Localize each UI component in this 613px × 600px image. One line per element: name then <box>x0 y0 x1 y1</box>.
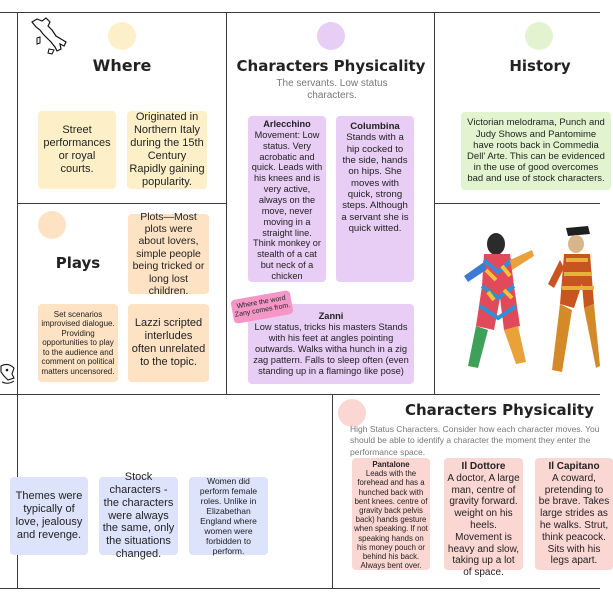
capitano-name: Il Capitano <box>548 461 600 472</box>
pantalone-text: Leads with the forehead and has a hunched back with bent knees. centre of gravity back pelvis back) hands gesture when speaking. If not speaking hands on his money pouch or behind his back. Always bent over. <box>354 469 428 571</box>
pantalone-note <box>352 458 430 570</box>
servants-decor-circle <box>317 22 345 50</box>
zanni-text: Low status, tricks his masters Stands with his feet at angles pointing outwards. Walks witha hunch in a zig zag pattern. Falls to sleep often (even standing up in a flamingo like pose) <box>253 322 409 376</box>
capitano-note <box>535 458 613 570</box>
servants-subtitle: The servants. Low status characters. <box>276 78 388 101</box>
women-note <box>189 477 268 555</box>
where-note-origin <box>127 111 207 189</box>
divider-col1-col2 <box>226 12 227 394</box>
divider-row1-row2 <box>0 394 600 395</box>
dottore-name: Il Dottore <box>461 461 506 472</box>
women-note-text: Women did perform female roles. Unlike in Elizabethan England where women were forbidden to perform. <box>199 475 258 557</box>
plays-note-lazzi-text: Lazzi scripted interludes often unrelated to the topic. <box>131 317 206 368</box>
divider-bottom-vertical <box>332 394 333 589</box>
dottore-note <box>444 458 523 579</box>
servants-title: Characters Physicality <box>236 57 426 75</box>
masters-title: Characters Physicality <box>405 401 594 419</box>
masters-subtitle: High Status Characters. Consider how each character moves. You should be able to identify a character the moment they enter the performance space. <box>350 424 600 457</box>
arlecchino-name: Arlecchino <box>263 119 311 129</box>
frame-top-line <box>0 12 600 13</box>
where-title: Where <box>92 56 152 75</box>
where-note-street <box>38 111 116 189</box>
history-decor-circle <box>525 22 553 50</box>
masters-decor-circle <box>338 399 366 427</box>
where-note-street-text: Street performances or royal courts. <box>43 124 111 175</box>
plays-note-plots <box>128 210 209 297</box>
zanni-mask-icon <box>0 360 16 386</box>
zanni-name: Zanni <box>318 311 344 322</box>
divider-history-bottom <box>434 203 600 204</box>
dottore-text: A doctor, A large man, centre of gravity forward. weight on his heels. Movement is heavy and slow, taking up a lot of space. <box>447 472 520 579</box>
italy-map-outline-icon <box>28 16 70 56</box>
columbina-text: Stands with a hip cocked to the side, hands on hips. She moves with quick, strong steps. Although a servant she is quick witted. <box>341 132 409 234</box>
columbina-name: Columbina <box>350 121 400 132</box>
plays-note-plots-text: Plots—Most plots were about lovers, simple people being tricked or long lost children. <box>132 210 205 297</box>
plays-note-lazzi <box>128 304 209 382</box>
themes-note <box>10 477 88 555</box>
plays-title: Plays <box>55 254 101 272</box>
zanni-tag-text: Where the word Zany comes from. <box>234 294 291 319</box>
where-note-origin-text: Originated in Northern Italy during the 15th Century Rapidly gaining popularity. <box>129 111 205 188</box>
pantalone-name: Pantalone <box>372 460 410 469</box>
arlecchino-note <box>248 116 326 282</box>
arlecchino-illustration <box>458 226 538 376</box>
stock-characters-note <box>99 470 178 561</box>
plays-decor-circle <box>38 211 66 239</box>
themes-note-text: Themes were typically of love, jealousy and revenge. <box>15 490 83 541</box>
history-note-text: Victorian melodrama, Punch and Judy Shows and Pantomime have roots back in Commedia Dell' Arte. This can be evidenced in the use of good overcomes bad and use of stock characters. <box>467 117 605 185</box>
capitano-illustration <box>548 224 600 380</box>
plays-note-scenarios-text: Set scenarios improvised dialogue. Providing opportunities to play to the audience and comment on political matters uncensored. <box>41 309 115 376</box>
where-decor-circle <box>108 22 136 50</box>
history-title: History <box>509 57 571 75</box>
columbina-note <box>336 116 414 282</box>
plays-note-scenarios <box>38 304 118 382</box>
frame-bottom-line <box>0 588 600 589</box>
divider-where-plays <box>17 203 227 204</box>
arlecchino-text: Movement: Low status. Very acrobatic and quick. Leads with his knees and is very active, always on the move, never moving in a straight line. Think monkey or stealth of a cat but neck of a chicken <box>251 129 323 282</box>
capitano-text: A coward, pretending to be brave. Takes large strides as he walks. Strut, think peacock. Sits with his legs apart. <box>538 472 610 567</box>
stock-characters-note-text: Stock characters - the characters were always the same, only the situations changed. <box>102 470 175 561</box>
history-note <box>461 112 611 190</box>
